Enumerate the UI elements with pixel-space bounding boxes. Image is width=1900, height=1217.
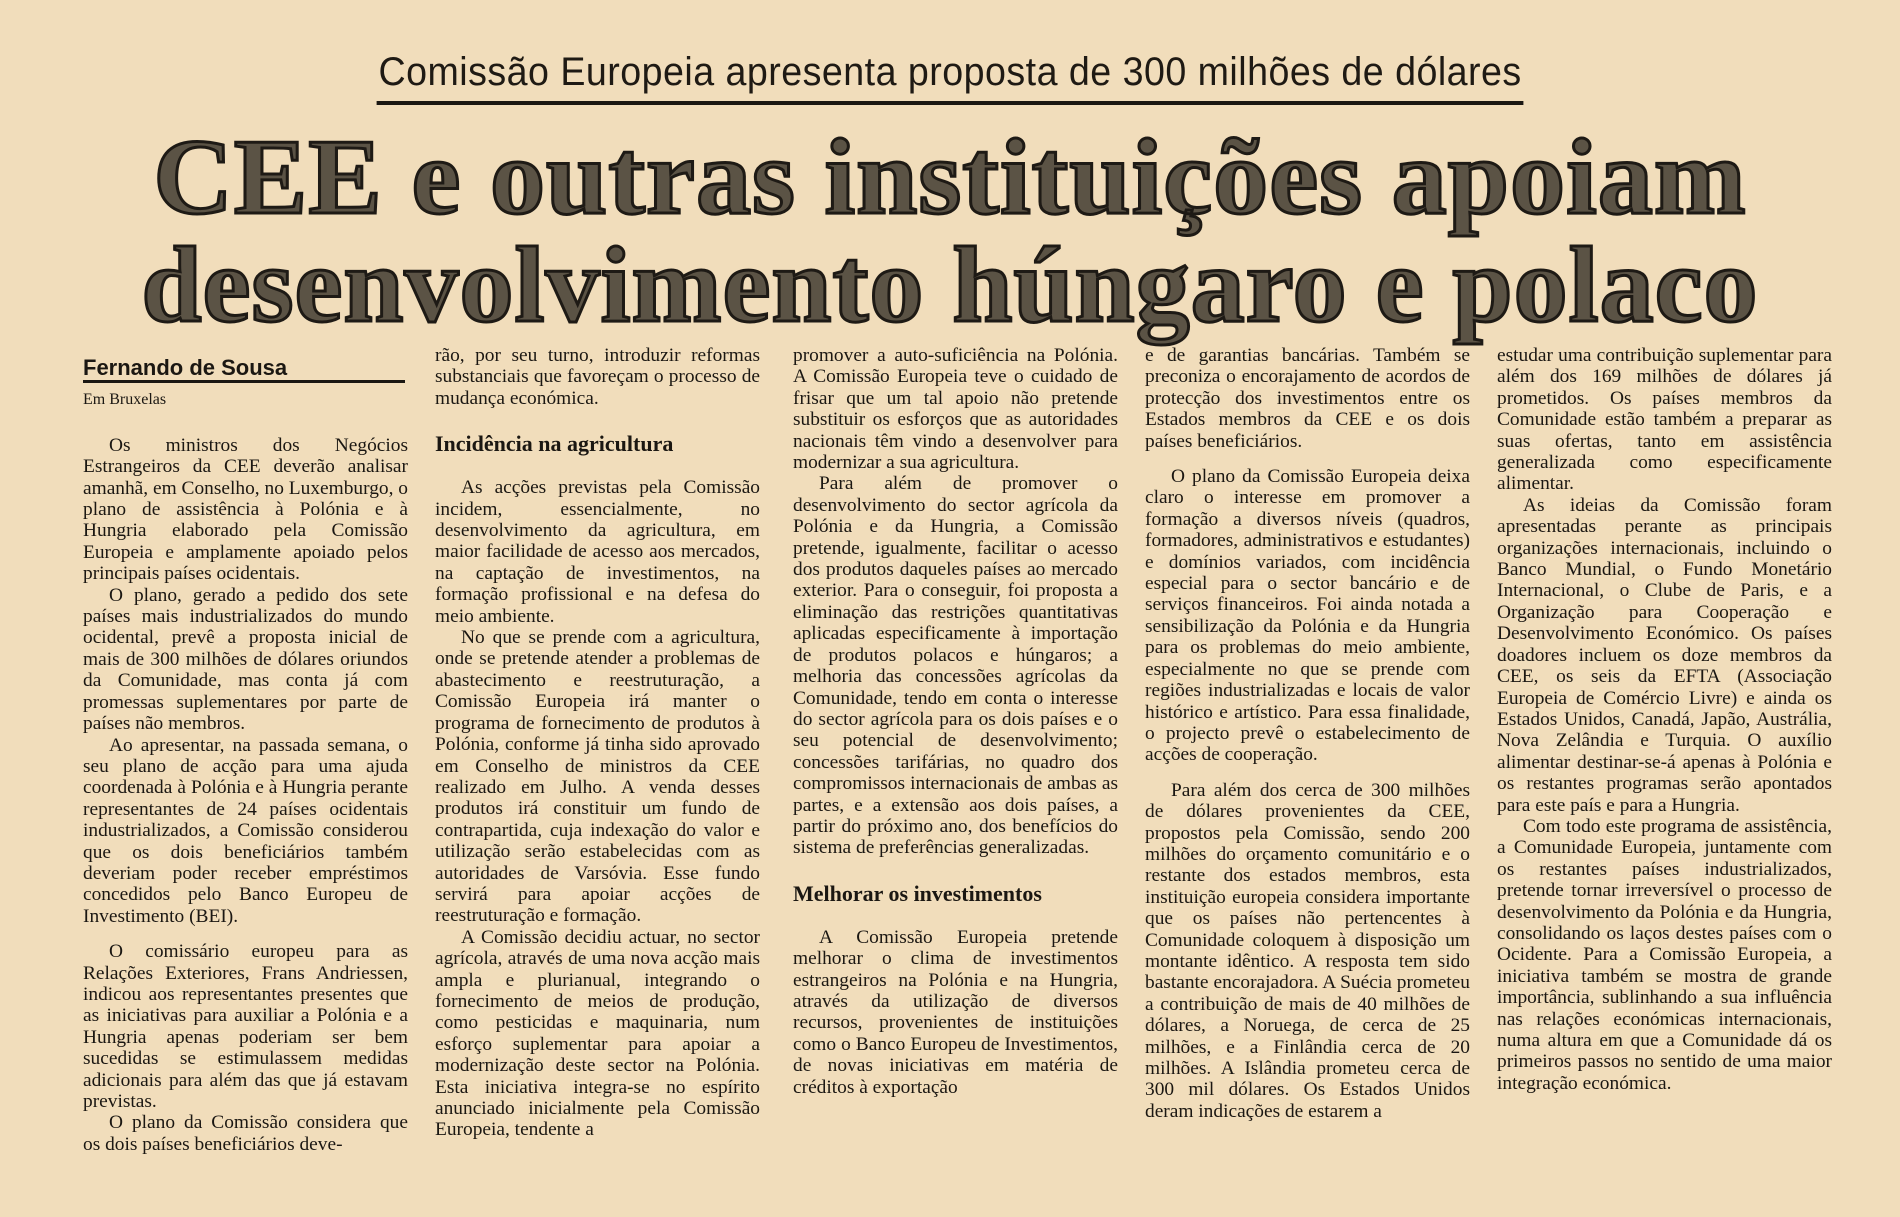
subheading: Melhorar os investimentos — [793, 880, 1042, 906]
paragraph-continuation: promover a auto-suficiência na Polónia. A Comissão Europeia teve o cuidado de frisar que um tal apoio não pretende substituir os esforços que as autoridades nacionais têm vindo a desenvolver para modernizar a sua agricultura. — [793, 345, 1118, 474]
paragraph: No que se prende com a agricultura, onde se pretende atender a problemas de abastecimento e reestruturação, a Comissão Europeia irá manter o programa de fornecimento de produtos à Polónia, conforme já tinha sido aprovado em Conselho de ministros da CEE realizado em Julho. A venda desses produtos irá constituir um fundo de contrapartida, cuja indexação do valor e utilização serão estabelecidas com as autoridades de Varsóvia. Esse fundo servirá para apoiar acções de reestruturação e formação. — [435, 627, 760, 927]
paragraph: O comissário europeu para as Relações Exteriores, Frans Andriessen, indicou aos representantes presentes que as iniciativas para auxiliar a Polónia e a Hungria apenas poderiam ser bem sucedidas se estimulassem medidas adicionais para além das que já estavam previstas. — [83, 941, 408, 1112]
article-column-5 — [1497, 345, 1832, 1094]
paragraph: Para além dos cerca de 300 milhões de dólares provenientes da CEE, propostos pela Comissão, sendo 200 milhões do orçamento comunitário e o restante dos estados membros, esta instituição europeia considera importante que os países não pertencentes à Comunidade coloquem à disposição um montante idêntico. A resposta tem sido bastante encorajadora. A Suécia prometeu a contribuição de mais de 40 milhões de dólares, a Noruega, de cerca de 25 milhões, e a Finlândia cerca de 20 milhões. A Islândia prometeu cerca de 300 mil dólares. Os Estados Unidos deram indicações de estarem a — [1145, 779, 1470, 1122]
paragraph: O plano, gerado a pedido dos sete países mais industrializados do mundo ocidental, prevê a proposta inicial de mais de 300 milhões de dólares oriundos da Comunidade, mas conta já com promessas suplementares por parte de países não membros. — [83, 584, 408, 735]
paragraph: Os ministros dos Negócios Estrangeiros da CEE deverão analisar amanhã, em Conselho, no Luxemburgo, o plano de assistência à Polónia e à Hungria elaborado pela Comissão Europeia e amplamente apoiado pelos principais países ocidentais. — [83, 434, 408, 585]
paragraph: As acções previstas pela Comissão incidem, essencialmente, no desenvolvimento da agricultura, em maior facilidade de acesso aos mercados, na captação de investimentos, na formação profissional e na defesa do meio ambiente. — [435, 477, 760, 627]
paragraph-continuation: estudar uma contribuição suplementar para além dos 169 milhões de dólares já prometidos. Os países membros da Comunidade estão também a preparar as suas ofertas, tanto em assistência generalizada como especificamente alimentar. — [1497, 345, 1832, 495]
paragraph: As ideias da Comissão foram apresentadas perante as principais organizações internacionais, incluindo o Banco Mundial, o Fundo Monetário Internacional, o Clube de Paris, e a Organização para Cooperação e Desenvolvimento Económico. Os países doadores incluem os doze membros da CEE, os seis da EFTA (Associação Europeia de Comércio Livre) e ainda os Estados Unidos, Canadá, Japão, Austrália, Nova Zelândia e Turquia. O auxílio alimentar destinar-se-á apenas à Polónia e os restantes programas serão apontados para este país e para a Hungria. — [1497, 494, 1832, 816]
paragraph: A Comissão decidiu actuar, no sector agrícola, através de uma nova acção mais ampla e plurianual, integrando o fornecimento de meios de produção, como pesticidas e maquinaria, num esforço suplementar para apoiar a modernização deste sector na Polónia. Esta iniciativa integra-se no espírito anunciado inicialmente pela Comissão Europeia, tendente a — [435, 926, 760, 1141]
paragraph: Ao apresentar, na passada semana, o seu plano de acção para uma ajuda coordenada à Polónia e à Hungria perante representantes de 24 países ocidentais industrializados, a Comissão considerou que os dois beneficiários também deveriam poder receber empréstimos concedidos pelo Banco Europeu de Investimento (BEI). — [83, 734, 408, 927]
article-column-4 — [1145, 345, 1470, 1122]
article-kicker — [0, 50, 1900, 105]
byline: Fernando de Sousa — [83, 357, 405, 383]
kicker-text: Comissão Europeia apresenta proposta de 300 milhões de dólares — [377, 50, 1524, 105]
article-column-3 — [793, 345, 1118, 1098]
paragraph-continuation: e de garantias bancárias. Também se preconiza o encorajamento de acordos de protecção dos investimentos entre os Estados membros da CEE e os dois países beneficiários. — [1145, 345, 1470, 452]
dateline: Em Bruxelas — [83, 391, 167, 409]
paragraph: Para além de promover o desenvolvimento do sector agrícola da Polónia e da Hungria, a Comissão pretende, igualmente, facilitar o acesso dos produtos daqueles países ao mercado exterior. Para o conseguir, foi proposta a eliminação das restrições quantitativas aplicadas especificamente à importação de produtos polacos e húngaros; a melhoria das concessões agrícolas da Comunidade, tendo em conta o interesse do sector agrícola para os dois países e o seu potencial de desenvolvimento; concessões tarifárias, no quadro dos compromissos internacionais de ambas as partes, e a extensão aos dois países, a partir do próximo ano, dos benefícios do sistema de preferências generalizadas. — [793, 473, 1118, 859]
paragraph: O plano da Comissão considera que os dois países beneficiários deve- — [83, 1112, 408, 1155]
paragraph: A Comissão Europeia pretende melhorar o clima de investimentos estrangeiros na Polónia e na Hungria, através da utilização de diversos recursos, provenientes de instituições como o Banco Europeu de Investimentos, de novas iniciativas em matéria de créditos à exportação — [793, 926, 1118, 1098]
headline — [0, 118, 1900, 345]
paragraph-continuation: rão, por seu turno, introduzir reformas substanciais que favoreçam o processo de mudança económica. — [435, 345, 760, 409]
subheading: Incidência na agricultura — [435, 431, 674, 457]
paragraph: O plano da Comissão Europeia deixa claro o interesse em promover a formação a diversos níveis (quadros, formadores, administrativos e estudantes) e domínios variados, com incidência especial para o sector bancário e de serviços financeiros. Foi ainda notada a sensibilização da Polónia e da Hungria para os problemas do meio ambiente, especialmente no que se prende com regiões industrializadas e locais de valor histórico e artístico. Para essa finalidade, o projecto prevê o estabelecimento de acções de cooperação. — [1145, 466, 1470, 766]
headline-line-2: desenvolvimento húngaro e polaco — [141, 226, 1759, 345]
headline-line-1: CEE e outras instituições apoiam — [153, 118, 1747, 237]
article-column-2 — [435, 345, 760, 1141]
article-column-1 — [83, 345, 408, 1155]
paragraph: Com todo este programa de assistência, a Comunidade Europeia, juntamente com os restantes países industrializados, pretende tornar irreversível o processo de desenvolvimento da Polónia e da Hungria, consolidando os laços destes países com o Ocidente. Para a Comissão Europeia, a iniciativa também se mostra de grande importância, sublinhando a sua influência nas relações económicas internacionais, numa altura em que a Comunidade dá os primeiros passos no sentido de uma maior integração económica. — [1497, 815, 1832, 1094]
